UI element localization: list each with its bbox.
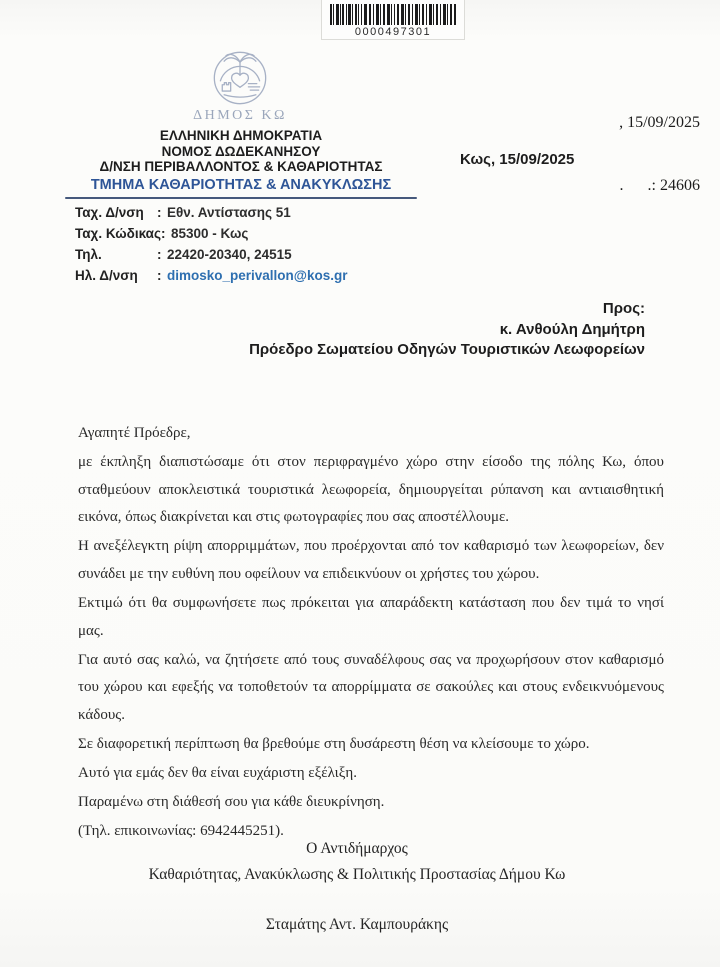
contact-block	[75, 202, 347, 286]
letterhead-rule	[65, 197, 417, 199]
municipality-logo	[184, 50, 296, 124]
letterhead	[65, 128, 417, 199]
contact-separator: :	[157, 247, 162, 262]
body-paragraph: (Τηλ. επικοινωνίας: 6942445251).	[78, 823, 284, 840]
city-date: Κως, 15/09/2025	[460, 151, 575, 168]
signature-name: Σταμάτης Αντ. Καμπουράκης	[265, 916, 449, 933]
contact-label: Τηλ.	[75, 247, 102, 262]
barcode-number: 0000497301	[354, 26, 432, 38]
contact-row-email	[75, 265, 347, 286]
salutation: Αγαπητέ Πρόεδρε,	[78, 425, 191, 441]
contact-label: Ταχ. Δ/νση	[75, 205, 144, 220]
kos-emblem-icon	[212, 50, 268, 106]
contact-label: Ταχ. Κώδικας	[75, 226, 161, 241]
protocol-number: . .: 24606	[619, 177, 700, 194]
body-paragraph: με έκπληξη διαπιστώσαμε ότι στον περιφραγμένο χώρο στην είσοδο της πόλης Κω, όπου σταθμεύουν αποκλειστικά τουριστικά λεωφορεία, δημιουργείται ρύπανση και αντιαισθητική εικόνα, όπως διακρίνεται και στις φωτογραφίες που σας αποστέλλουμε.	[78, 454, 664, 526]
contact-email: dimosko_perivallon@kos.gr	[167, 268, 348, 283]
signature-title: Ο Αντιδήμαρχος	[306, 840, 408, 857]
body-paragraph: Η ανεξέλεγκτη ρίψη απορριμμάτων, που προέρχονται από τον καθαρισμό των λεωφορείων, δεν συνάδει με την ευθύνη που οφείλουν να επιδεικνύουν οι χρήστες του χώρου.	[78, 538, 664, 582]
letterhead-line-prefecture: ΝΟΜΟΣ ΔΩΔΕΚΑΝΗΣΟΥ	[161, 143, 321, 159]
contact-value: Εθν. Αντίστασης 51	[167, 205, 291, 220]
logo-text: ΔΗΜΟΣ ΚΩ	[193, 108, 287, 123]
recipient-name: κ. Ανθούλη Δημήτρη	[499, 320, 645, 338]
body-paragraph: Σε διαφορετική περίπτωση θα βρεθούμε στη δυσάρεστη θέση να κλείσουμε το χώρο.	[78, 736, 590, 753]
contact-row-postcode	[75, 223, 347, 244]
contact-row-address	[75, 202, 347, 223]
contact-value: 85300 - Κως	[171, 226, 249, 241]
protocol-block	[619, 70, 700, 238]
recipient-title: Πρόεδρο Σωματείου Οδηγών Τουριστικών Λεωφορείων	[249, 341, 645, 358]
body-paragraph: Για αυτό σας καλώ, να ζητήσετε από τους συναδέλφους σας να προχωρήσουν στον καθαρισμό του χώρου και εφεξής να τοποθετούν τα απορρίμματα σε σακούλες και στους ενδεικνυόμενους κάδους.	[78, 651, 664, 723]
contact-separator: :	[157, 205, 162, 220]
contact-separator: :	[157, 268, 162, 283]
contact-row-phone	[75, 244, 347, 265]
signature-block	[0, 836, 714, 938]
letterhead-line-directorate: Δ/ΝΣΗ ΠΕΡΙΒΑΛΛΟΝΤΟΣ & ΚΑΘΑΡΙΟΤΗΤΑΣ	[99, 159, 383, 174]
signature-subtitle: Καθαριότητας, Ανακύκλωσης & Πολιτικής Προστασίας Δήμου Κω	[148, 866, 566, 883]
letter-body	[78, 420, 664, 847]
barcode-icon	[330, 4, 456, 25]
body-paragraph: Παραμένω στη διάθεσή σου για κάθε διευκρίνηση.	[78, 794, 385, 811]
recipient-to-label: Προς:	[602, 300, 645, 317]
body-paragraph: Αυτό για εμάς δεν θα είναι ευχάριστη εξέλιξη.	[78, 765, 357, 782]
body-paragraph: Εκτιμώ ότι θα συμφωνήσετε πως πρόκειται για απαράδεκτη κατάσταση που δεν τιμά το νησί μας.	[78, 595, 664, 639]
contact-value: 22420-20340, 24515	[167, 247, 292, 262]
contact-separator: :	[161, 226, 166, 241]
protocol-date: , 15/09/2025	[619, 114, 700, 131]
barcode	[321, 0, 465, 40]
contact-label: Ηλ. Δ/νση	[75, 268, 138, 283]
letterhead-line-republic: ΕΛΛΗΝΙΚΗ ΔΗΜΟΚΡΑΤΙΑ	[159, 128, 323, 143]
recipient-block	[249, 299, 645, 361]
letterhead-department: ΤΜΗΜΑ ΚΑΘΑΡΙΟΤΗΤΑΣ & ΑΝΑΚΥΚΛΩΣΗΣ	[90, 176, 392, 193]
